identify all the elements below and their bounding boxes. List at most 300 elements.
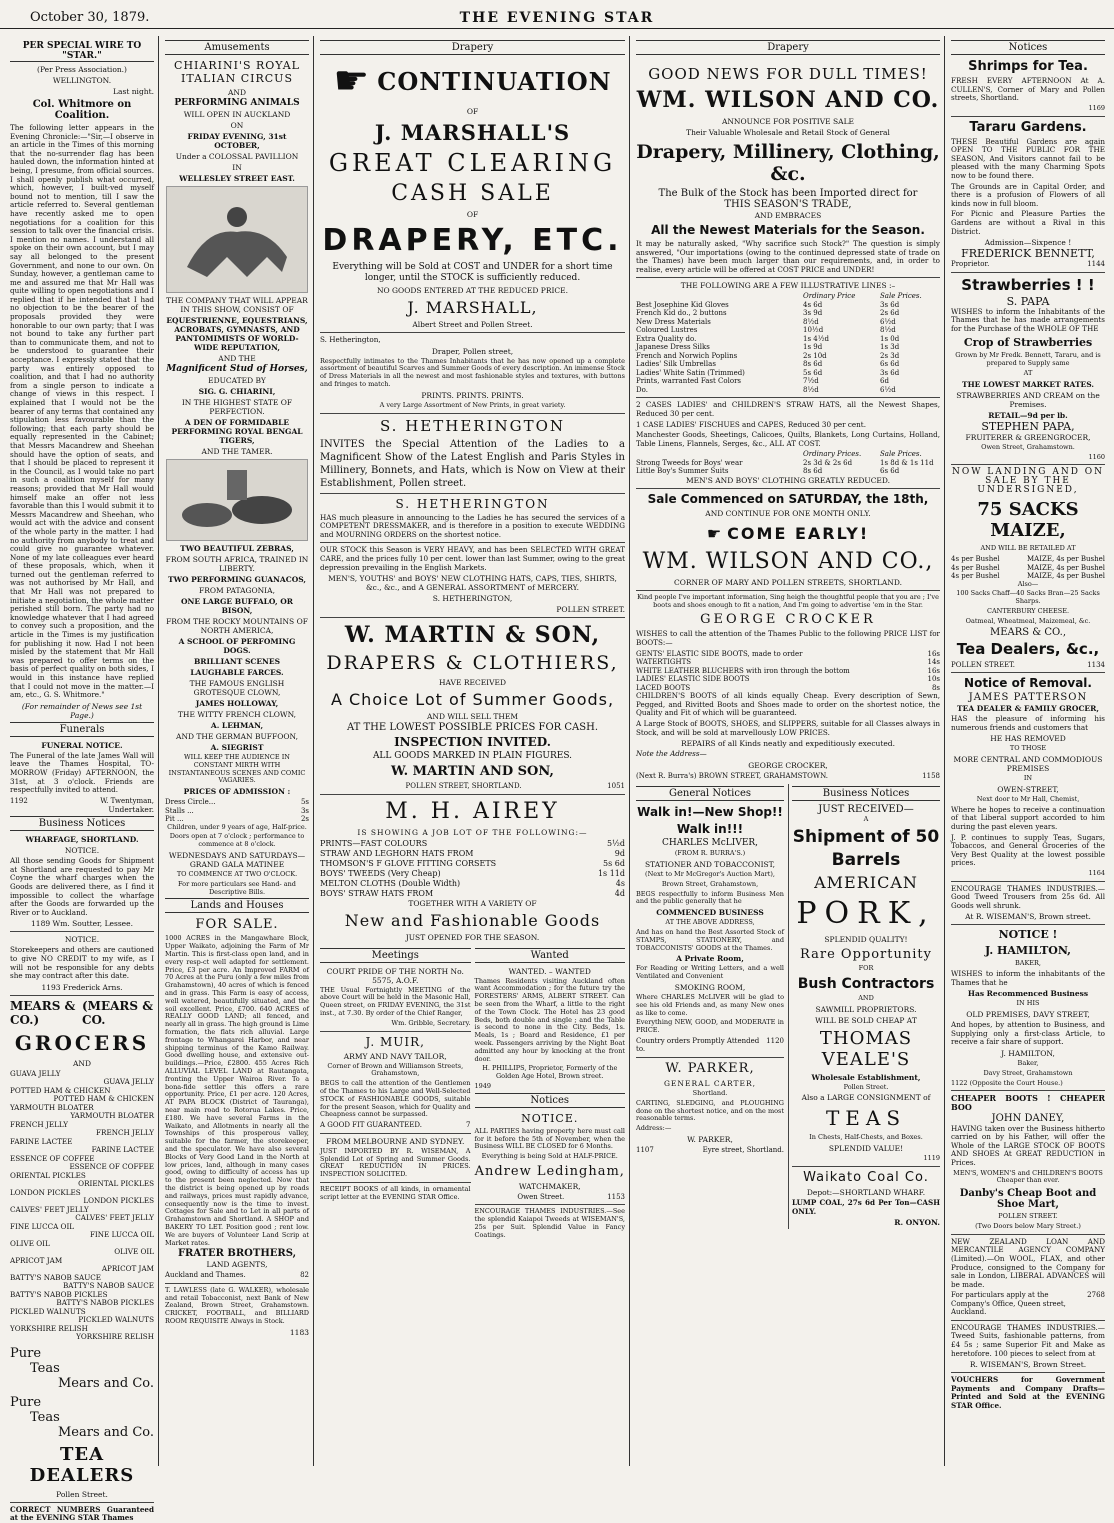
premises: MORE CENTRAL AND COMMODIOUS PREMISES: [953, 755, 1103, 774]
table-cell: 8½d: [803, 385, 819, 394]
grocer-item: YARMOUTH BLOATER: [70, 1111, 154, 1121]
grocer-item: PICKLED WALNUTS: [10, 1306, 86, 1316]
patterson: JAMES PATTERSON: [968, 692, 1088, 704]
wanted-number: 1949: [474, 1082, 492, 1090]
price-row: [636, 360, 940, 369]
boot-price: 14s: [927, 658, 940, 667]
in-his: IN HIS: [1016, 999, 1040, 1008]
airey-item: BOYS' STRAW HATS FROM: [320, 888, 434, 898]
sacks-chaff: 100 Sacks Chaff—40 Sacks Bran—25 Sacks Sharps.: [956, 589, 1100, 606]
frater-address: Auckland and Thames.: [165, 1271, 246, 1280]
airey-item: THOMSON'S F GLOVE FITTING CORSETS: [320, 858, 497, 868]
maize-list: [951, 555, 1105, 581]
storekeepers-signature: 1193 Frederick Arns.: [41, 982, 123, 992]
grocers-and: AND: [73, 1058, 91, 1068]
circus-rocky: FROM THE ROCKY MOUNTAINS OF NORTH AMERICA,: [166, 617, 308, 635]
grocer-item: APRICOT JAM: [101, 1264, 154, 1274]
nz-particulars: For particulars apply at the Company's Office, Queen street, Auckland.: [951, 1291, 1066, 1317]
cheaper-boots: CHEAPER BOOTS ! CHEAPER BOO: [951, 1093, 1105, 1113]
wire-headline: Col. Whitmore on Coalition.: [32, 99, 132, 121]
old-premises: OLD PREMISES, DAVY STREET,: [966, 1010, 1090, 1020]
funeral-title: FUNERAL NOTICE.: [41, 740, 123, 750]
table-cell: 1s 0d: [880, 334, 900, 343]
tararu-picnic: For Picnic and Pleasure Parties the Gardens are without a Rival in this District.: [951, 209, 1105, 236]
illustrative-lines: THE FOLLOWING ARE A FEW ILLUSTRATIVE LINES :–: [680, 281, 896, 291]
price-label: Pit ...: [165, 815, 184, 824]
good-news: GOOD NEWS FOR DULL TIMES!: [648, 65, 928, 83]
will-sell: AND WILL SELL THEM: [426, 712, 519, 722]
smoking-room: SMOKING ROOM,: [674, 982, 746, 992]
strawberries: Strawberries ! !: [961, 275, 1095, 294]
everything-sold: Everything will be Sold at COST and UNDER for a short time longer, until the STOCK is sufficiently reduced.: [332, 262, 613, 283]
table-cell: French and Norwich Poplins: [636, 351, 738, 360]
price-row: [636, 309, 940, 318]
grocer-item: ORIENTAL PICKLES: [10, 1170, 86, 1180]
cash-sale-of: OF: [466, 210, 479, 219]
circus-performing: PERFORMING ANIMALS: [174, 98, 300, 108]
muir-address: Corner of Brown and Williamson Streets, Grahamstown,: [327, 1061, 464, 1078]
court-title: COURT PRIDE OF THE NORTH No. 5575, A.O.F.: [326, 966, 464, 985]
baker-2: Baker,: [1017, 1059, 1039, 1068]
meetings-header: Meetings: [320, 948, 471, 963]
airey-together: TOGETHER WITH A VARIETY OF: [408, 898, 537, 908]
airey-row: [320, 879, 625, 889]
mcliver-name: CHARLES McLIVER,: [661, 838, 759, 849]
large-stock: A Large Stock of BOOTS, SHOES, and SLIPPERS, suitable for all Classes always in Stock, and will be sold at marvellously LOW PRICES.: [636, 718, 940, 737]
hetherington-title: S. HETHERINGTON: [379, 416, 566, 435]
why-sacrifice: It may be naturally asked, "Why sacrifice such Stock?" The question is simply answered, "Our importations (owing to the continued depressed state of trade on the Thames) have been much larger than our requirements, and, in order to realise, every article will be offered at COST PRICE and UNDER!: [636, 239, 940, 274]
boot-item: LADIES' ELASTIC SIDE BOOTS: [636, 675, 750, 684]
table-cell: 3s 9d: [803, 309, 823, 318]
choice-lot: A Choice Lot of Summer Goods,: [330, 690, 615, 710]
airey-price: 4s: [615, 878, 625, 888]
circus-matinee-time: TO COMMENCE AT TWO O'CLOCK.: [176, 870, 298, 879]
fresh-number: 1169: [1088, 103, 1105, 112]
storekeepers-body: Storekeepers and others are cautioned to give NO CREDIT to my wife, as I will not be responsible for any debts she may contract after this date.: [10, 945, 154, 981]
table-cell: 5s 6d: [803, 368, 823, 377]
hamilton-wishes: WISHES to inform the inhabitants of the Thames that he: [951, 969, 1105, 987]
retail-price: RETAIL—9d per lb.: [988, 410, 1068, 420]
notice-removal: Notice of Removal.: [964, 676, 1092, 691]
now-landing: NOW LANDING AND ON SALE BY THE UNDERSIGNED,: [951, 467, 1105, 496]
country-orders: Country orders Promptly Attended to.: [636, 1036, 760, 1054]
price-row: [636, 386, 940, 395]
circus-holloway: JAMES HOLLOWAY,: [195, 699, 279, 708]
grocer-item: ORIENTAL PICKLES: [78, 1179, 154, 1189]
pointing-hand-icon-2: ☛: [706, 523, 722, 543]
pointing-hand-icon: ☛: [333, 58, 370, 104]
frater-name: FRATER BROTHERS,: [177, 1248, 297, 1260]
splendid-number: 1119: [923, 1154, 940, 1163]
heth-box-1: S. Hetherington,: [320, 335, 381, 344]
new-fashionable: New and Fashionable Goods: [344, 910, 601, 930]
circus-matinee: WEDNESDAYS AND SATURDAYS— GRAND GALA MATINEE: [168, 851, 306, 870]
circus-africa: FROM SOUTH AFRICA, TRAINED IN LIBERTY.: [165, 555, 309, 573]
wharfage-body: All those sending Goods for Shipment at Shortland are requested to pay Mr Coyne the wharf charges when the Goods are delivered there, as I find it impossible to collect the wharfage after the Goods are forwarded up the River or to Auckland.: [10, 856, 154, 917]
boot-row: [636, 650, 940, 659]
tararu-grounds: The Grounds are in Capital Order, and there is a profusion of Flowers of all kinds now in full bloom.: [951, 181, 1105, 208]
tweed-row: [636, 459, 940, 468]
have-received: HAVE RECEIVED: [438, 678, 507, 688]
boot-row: [636, 675, 940, 684]
for-reading: For Reading or Writing Letters, and a well Ventilated and Convenient: [636, 964, 784, 981]
american: AMERICAN: [814, 872, 918, 892]
circus-and-german: AND THE GERMAN BUFFOON,: [176, 732, 298, 741]
parker-address: Eyre street, Shortland.: [702, 1145, 784, 1154]
price-row: [636, 343, 940, 352]
circus-acts: EQUESTRIENNE, EQUESTRIANS, ACROBATS, GYMNASTS, AND PANTOMIMISTS OF WORLD-WIDE REPUTATION,: [166, 316, 308, 352]
general-notices-block: [636, 784, 784, 1229]
wanted-title: WANTED. – WANTED: [508, 966, 591, 976]
funeral-signature-role: Undertaker.: [108, 805, 154, 815]
encourage-trousers: ENCOURAGE THAMES INDUSTRIES.—Good Tweed Trousers from 25s 6d. All Goods well shrunk.: [951, 883, 1105, 910]
muir-body: BEGS to call the attention of the Gentlemen of the Thames to his Large and Well-Selected STOCK of FASHIONABLE GOODS, suitable for the present Season, which for Quality and Cheapness cannot be surpassed.: [320, 1079, 471, 1119]
newest-materials: All the Newest Materials for the Season.: [651, 223, 925, 237]
table-cell: Extra Quality do.: [636, 334, 697, 343]
circus-highest: IN THE HIGHEST STATE OF PERFECTION.: [181, 398, 293, 416]
just-received: JUST RECEIVED—: [818, 804, 914, 816]
airey-price: 5½d: [607, 838, 625, 848]
lawless-number: 1183: [289, 1327, 309, 1337]
table-cell: 1s 4½d: [803, 334, 829, 343]
table-cell: 8s 6d: [803, 360, 823, 369]
grocer-list: [10, 1070, 154, 1342]
maize-row: [951, 555, 1105, 564]
drapers-clothiers: DRAPERS & CLOTHIERS,: [326, 652, 619, 675]
davy-number: 1122 (Opposite the Court House.): [951, 1078, 1063, 1087]
come-early-row: [636, 524, 940, 543]
wilson-valuable: Their Valuable Wholesale and Retail Stock of General: [686, 128, 890, 137]
marshall-title: J. MARSHALL'S: [374, 120, 571, 145]
great-clearing: GREAT CLEARING: [328, 149, 617, 177]
price-row: [636, 377, 940, 386]
circus-open: WILL OPEN IN AUCKLAND: [183, 110, 291, 119]
circus-zebras: TWO BEAUTIFUL ZEBRAS,: [180, 544, 294, 553]
funeral-number: 1192: [10, 796, 28, 805]
circus-street: WELLESLEY STREET EAST.: [179, 174, 295, 183]
everything-new: Everything NEW, GOOD, and MODERATE in PRICE.: [636, 1018, 784, 1035]
airey-row: [320, 839, 625, 849]
grocer-item: FINE LUCCA OIL: [10, 1221, 75, 1231]
owen-number-c3: 1153: [607, 1192, 625, 1201]
table-cell: 1s 9d: [803, 343, 823, 352]
wire-title: PER SPECIAL WIRE TO "STAR.": [10, 41, 154, 62]
price-label: Stalls ...: [165, 806, 194, 815]
price-row: [636, 369, 940, 378]
business-notices-header-2: Business Notices: [792, 786, 940, 801]
circus-den: A DEN OF FORMIDABLE PERFORMING ROYAL BENGAL TIGERS,: [171, 418, 303, 445]
lowest-prices: AT THE LOWEST POSSIBLE PRICES FOR CASH.: [346, 722, 599, 734]
manchester-goods: Manchester Goods, Sheetings, Calicoes, Quilts, Blankets, Long Curtains, Holland, Table Linens, Flannels, Serges, &c., ALL AT COST.: [636, 430, 940, 448]
circus-sig: SIG. G. CHIARINI,: [198, 387, 276, 396]
airey-item: STRAW AND LEGHORN HATS FROM: [320, 848, 474, 858]
no-goods: NO GOODS ENTERED AT THE REDUCED PRICE.: [376, 286, 569, 295]
pork: PORK,: [796, 895, 936, 931]
hamilton-2: J. HAMILTON,: [1001, 1049, 1055, 1059]
sale-commenced: Sale Commenced on SATURDAY, the 18th,: [647, 491, 929, 506]
table-cell: French Kid do., 2 buttons: [636, 309, 727, 318]
grocer-item: BATTY'S NABOB PICKLES: [56, 1298, 154, 1308]
price-row: [636, 301, 940, 310]
circus-and-the: AND THE: [218, 354, 256, 363]
wilson-title-2: WM. WILSON AND CO.,: [642, 548, 934, 574]
continue-month: AND CONTINUE FOR ONE MONTH ONLY.: [705, 508, 871, 518]
owen-st: OWEN-STREET,: [997, 784, 1059, 794]
column-1: [6, 36, 159, 1523]
table-cell: 6s 6d: [880, 467, 900, 476]
wilson-announce: ANNOUNCE FOR POSITIVE SALE: [721, 117, 855, 126]
parker-number: 1107: [636, 1145, 654, 1154]
table-cell: New Dress Materials: [636, 317, 711, 326]
wanted-body: Thames Residents visiting Auckland often want Accommodation ; for the future try the FORESTERS' ARMS, ALBERT STREET. Can be seen from the Wharf, a little to the right of the Town Clock. The Hotel has 23 good Beds, both double and single ; and the Table is second to none in the City. Beds, 1s. Meals, 1s ; Board and Residence, £1 per week. Passengers arriving by the Night Boat admitted any hour by knocking at the front door.: [474, 976, 625, 1063]
shrimps: Shrimps for Tea.: [968, 59, 1088, 74]
just-received-a: A: [863, 815, 869, 824]
grocer-item: FRENCH JELLY: [10, 1119, 68, 1129]
wire-note: (For remainder of News see 1st Page.): [21, 701, 143, 720]
grocer-item: FARINE LACTEE: [10, 1136, 73, 1146]
notices-header-col3: Notices: [475, 1093, 626, 1108]
admission: Admission—Sixpence !: [984, 238, 1072, 248]
wanted-block: [475, 946, 626, 1242]
splendid-value: SPLENDID VALUE!: [828, 1144, 904, 1154]
crocker-verse: Kind people I've important information, Sing heigh the thoughtful people that you are ; I've boots and shoes enough to fit a nation, And I'm going to advertise 'em in the Star.: [637, 592, 939, 609]
receipt-books: RECEIPT BOOKS of all kinds, in ornamental script letter at the EVENING STAR Office.: [320, 1184, 471, 1201]
season-trade: THIS SEASON'S TRADE,: [724, 199, 852, 210]
will-sold: WILL BE SOLD CHEAP AT: [815, 1015, 917, 1025]
crocker-address: (Next R. Burra's) BROWN STREET, GRAHAMSTOWN.: [636, 771, 828, 780]
bulk-stock: The Bulk of the Stock has been Imported direct for: [658, 188, 918, 199]
jp-continues: J. P. continues to supply Teas, Sugars, Tobaccos, and General Groceries of the Very Best Quality at the lowest possible prices.: [951, 832, 1105, 868]
jp-number: 1164: [1088, 868, 1105, 877]
grocer-item: FINE LUCCA OIL: [89, 1230, 154, 1240]
muir-army: ARMY AND NAVY TAILOR,: [343, 1051, 447, 1061]
grocer-item: OLIVE OIL: [114, 1247, 154, 1257]
fit-number: 7: [466, 1121, 471, 1130]
baker: BAKER,: [1014, 959, 1042, 968]
strawberries-cream: STRAWBERRIES AND CREAM on the Premises.: [956, 390, 1100, 409]
tweeds-table: [636, 450, 940, 476]
price-value: 5s: [300, 798, 309, 807]
table-cell: Best Josephine Kid Gloves: [636, 300, 729, 309]
mears-number: 1134: [1087, 660, 1105, 669]
table-cell: Japanese Dress Silks: [636, 343, 710, 352]
drapery-header-2: Drapery: [636, 40, 940, 55]
proprietor: Proprietor.: [951, 260, 990, 269]
hopes: And hopes, by attention to Business, and Supplying only a first-class Article, to receive a fair share of support.: [951, 1020, 1105, 1047]
circus-patagonia: FROM PATAGONIA,: [199, 586, 275, 595]
grocer-item: FARINE LACTEE: [91, 1145, 154, 1155]
airey-price: 9d: [614, 848, 625, 858]
straw-hats: 2 CASES LADIES' and CHILDREN'S STRAW HATS, all the Newest Shapes, Reduced 30 per cent.: [636, 400, 940, 418]
maize-row: [951, 564, 1105, 573]
bennett-number: 1144: [1087, 260, 1105, 269]
heth-box-3: Respectfully intimates to the Thames Inhabitants that he has now opened up a complete assortment of beautiful Scarves and Summer Goods of every description. An immense Stock of Dress Materials in all the newest and most fashionable styles and textures, with buttons and fringes to match.: [320, 356, 625, 388]
airey-showing: IS SHOWING A JOB LOT OF THE FOLLOWING:—: [357, 827, 588, 837]
fresh: FRESH EVERY AFTERNOON At A. CULLEN'S, Corner of Mary and Pollen streets, Shortland.: [951, 76, 1105, 103]
column-3: [316, 36, 630, 1466]
barrels: Barrels: [831, 849, 901, 870]
repairs: REPAIRS of all Kinds neatly and expeditiously executed.: [681, 739, 895, 749]
heth-box-2: Draper, Pollen street,: [431, 346, 514, 356]
airey-price: 4d: [614, 888, 625, 898]
nz-number: 2768: [1087, 1291, 1105, 1300]
notice-title-2: NOTICE.: [64, 935, 100, 945]
canterbury-cheese: CANTERBURY CHEESE.: [986, 607, 1070, 616]
grocer-item: APRICOT JAM: [10, 1255, 63, 1265]
table-cell: 10½d: [803, 326, 824, 335]
price-row: [165, 807, 309, 816]
amusements-header: Amusements: [165, 40, 309, 55]
table-cell: 2s 3d & 2s 6d: [803, 458, 853, 467]
price-row: [636, 352, 940, 361]
papa-number: 1160: [1088, 452, 1105, 461]
tea-dealers-title: TEA DEALERS: [29, 1443, 135, 1486]
s-papa: S. PAPA: [1006, 294, 1050, 308]
price-table: [636, 292, 940, 394]
danby-mart: Danby's Cheap Boot and Shoe Mart,: [959, 1188, 1097, 1211]
ledingham-name: Andrew Ledingham,: [474, 1163, 625, 1179]
table-cell: 3s 6d: [880, 300, 900, 309]
table-cell: Strong Tweeds for Boys' wear: [636, 458, 743, 467]
prints-line: PRINTS. PRINTS. PRINTS.: [421, 390, 524, 400]
business-notices-header: Business Notices: [10, 816, 154, 831]
teas-label-1: Teas: [30, 1360, 60, 1376]
in-label: IN: [1023, 774, 1033, 783]
marked-plain: ALL GOODS MARKED IN PLAIN FIGURES.: [372, 751, 573, 762]
wiseman-import: JUST IMPORTED BY R. WISEMAN, A Splendid Lot of Spring and Summer Goods. GREAT REDUCTION IN PRICES. INSPECTION SOLICITED.: [320, 1146, 471, 1179]
begs: BEGS respectfully to inform Business Men and the public generally that he: [636, 889, 784, 906]
table-header-cell: [636, 450, 786, 459]
wanted-signature: H. PHILLIPS, Proprietor, Formerly of the Golden Age Hotel, Brown street.: [482, 1064, 618, 1081]
table-header-cell: Sale Prices.: [880, 292, 922, 301]
martin-title-2: W. MARTIN AND SON,: [391, 764, 554, 780]
airey-list: [320, 839, 625, 899]
masthead: [0, 0, 1114, 29]
boot-price: 8s: [931, 683, 940, 692]
wiseman-2: R. WISEMAN'S, Brown Street.: [969, 1360, 1087, 1370]
grocer-item: YORKSHIRE RELISH: [10, 1323, 88, 1333]
maize-price: MAIZE, 4s per Bushel: [1026, 572, 1105, 581]
shipment: Shipment of 50: [792, 826, 940, 847]
carting: CARTING, SLEDGING, and PLOUGHING done on the shortest notice, and on the most reasonable terms.: [636, 1098, 784, 1123]
stephen-papa: STEPHEN PAPA,: [981, 419, 1075, 433]
boot-price: 10s: [927, 675, 940, 684]
tararu-body: THESE Beautiful Gardens are again OPEN TO THE PUBLIC FOR THE SEASON, And Visitors cannot fail to be pleased with the many Charming Spots now to be found there.: [951, 136, 1105, 180]
chests: In Chests, Half-Chests, and Boxes.: [809, 1133, 923, 1142]
mears-co-c5: MEARS & CO.,: [989, 626, 1067, 638]
circus-doors: Doors open at 7 o'clock ; performance to commence at 8 o'clock.: [169, 832, 305, 849]
notice-hamilton: NOTICE !: [998, 928, 1058, 942]
invites-body: INVITES the Special Attention of the Ladies to a Magnificent Show of the Latest English and Paris Styles in Millinery, Bonnets, and Hats, which is Now on View at their Establishment, Pollen street.: [320, 438, 625, 489]
parker-name-2: W. PARKER,: [687, 1134, 733, 1144]
table-cell: 8s 6d: [803, 467, 823, 476]
sawmill: SAWMILL PROPRIETORS.: [815, 1004, 917, 1014]
airey-row: [320, 869, 625, 879]
grocer-item: BATTY'S NABOB SAUCE: [10, 1272, 102, 1282]
table-cell: Ladies' Silk Umbrellas: [636, 360, 716, 369]
circus-horse-illustration: [166, 186, 308, 293]
bushel-price: 4s per Bushel: [951, 555, 1000, 564]
parker-address-label: Address:—: [636, 1124, 672, 1133]
wilson-corner: CORNER OF MARY AND POLLEN STREETS, SHORTLAND.: [674, 577, 902, 587]
circus-siegrist: A. SIEGRIST: [210, 743, 264, 752]
next-to: (Next to Mr McGregor's Auction Mart),: [645, 869, 775, 878]
next-door: Next door to Mr Hall, Chemist,: [976, 794, 1080, 803]
wire-body: The following letter appears in the Evening Chronicle:—"Sir,—I observe in an article in the Times of this morning that the no-surrender flag has been hauled down, the information hinted at being, I presume, from official sources. I shall openly publish what occurred, which, however, I built-ved myself bound not to mention, till I saw the article referred to. Several gentleman have recently asked me to open negotiations for a coalition for this session to talk over the financial crisis. I mention no names. I understand all spoke on their own account, but I may say all belonged to the present Government, and none to our own. On Sunday, however, a gentleman came to me and assured me that Mr Hall was quite willing to open negotiations and I replied that if he intended that I had no objection to be the bearer of the proposals provided they were honorable to our own party; that I was not bound to take any further part than to communicate them, and not to be understood to guarantee their acceptance. I expressly stated that the party was entirely opposed to coalition, and that I had no authority from a single person to indicate a change of views in this respect. I explained that I would not be the bearer of any terms that contained any stipulation less favourable than the following; that each party should be equally represented in the Cabinet; that Messrs Macandrew and Sheehan should have the option of seats, and that I should be placed to represent it in the Council, as I would take no part in such a coalition myself for many reasons; provided that Mr Hall would himself make an offer not less favorable than this I would submit it to Messrs Macandrew and Sheehan, who would act with the advice and consent of the whole party in the matter. I had no authority from anybody to treat and could give no guarantee whatever. None of my late colleagues ever heard of these proposals, which, when it turned out the gentleman referred to was not authorised by Mr Hall, and that Mr Hall was not prepared to initiate a negotiation, the whole matter perished still born. The party had no knowledge whatever that I had agreed to convey such a proposition, and the article in the Times is my justification for publishing it now. Had I not been misled by the statement that Mr Hall was prepared to offer terms on the basis of perfect quality on both sides, I would in this instance have replied that I could not move in the matter.—I am, etc., G. S. Whitmore.": [10, 123, 154, 700]
where-support: Where he hopes to receive a continuation of that Liberal support accorded to him during the past eleven years.: [951, 804, 1105, 831]
pure-label-2: Pure: [10, 1394, 42, 1410]
brown-street: Brown Street, Grahamstown,: [661, 879, 759, 888]
prints-sub: A very Large Assortment of New Prints, in great variety.: [379, 400, 566, 409]
table-cell: 1s 3d: [880, 343, 900, 352]
circus-title: CHIARINI'S ROYAL ITALIAN CIRCUS: [174, 59, 300, 85]
boot-item: WATERTIGHTS: [636, 658, 692, 667]
crocker-title: GEORGE CROCKER: [700, 612, 876, 628]
boots-list: [636, 650, 940, 693]
price-row: [636, 326, 940, 335]
grocers-title: GROCERS: [14, 1030, 150, 1055]
price-label: Dress Circle...: [165, 798, 216, 807]
table-cell: 8½d: [803, 317, 819, 326]
hetherington-title-2: S. HETHERINGTON: [395, 496, 550, 511]
walk-in: Walk in!—New Shop!!: [637, 805, 783, 820]
private-room: A Private Room,: [676, 954, 744, 964]
circus-date: FRIDAY EVENING, 31st OCTOBER,: [187, 132, 287, 150]
also-consignment: Also a LARGE CONSIGNMENT of: [801, 1093, 931, 1103]
fit-guaranteed: A GOOD FIT GUARANTEED.: [320, 1121, 422, 1130]
table-header-cell: [636, 292, 786, 301]
has-pleasure: HAS the pleasure of informing his numerous friends and customers that: [951, 714, 1105, 732]
airey-row: [320, 849, 625, 859]
has-much-body: HAS much pleasure in announcing to the Ladies he has secured the services of a COMPETENT DRESSMAKER, and is therefore in a position to execute WEDDING and MOURNING ORDERS on the shortest notice.: [320, 512, 625, 539]
grocer-item: BATTY'S NABOB SAUCE: [62, 1281, 154, 1291]
business-notices-block: [788, 784, 940, 1229]
wire-assoc: (Per Press Association.): [37, 65, 127, 74]
meetings-wanted-row: [320, 946, 625, 1242]
table-cell: 2s 6d: [880, 309, 900, 318]
continuation-of: OF: [466, 107, 479, 116]
table-cell: Prints, warranted Fast Colors: [636, 377, 742, 386]
crop-strawberries: Crop of Strawberries: [963, 336, 1093, 350]
funerals-header: Funerals: [10, 722, 154, 737]
circus-witty: THE WITTY FRENCH CLOWN,: [177, 710, 297, 719]
circus-dogs: A SCHOOL OF PERFOMING DOGS.: [178, 637, 296, 655]
parker-name: W. PARKER,: [665, 1060, 755, 1076]
bushel-price: 4s per Bushel: [951, 563, 1000, 572]
cash-sale: CASH SALE: [391, 181, 554, 206]
prices-list: [165, 798, 309, 824]
country-number: 1120: [766, 1036, 784, 1045]
continuation-row: [320, 58, 625, 104]
our-stock-body: OUR STOCK this Season is VERY HEAVY, and has been SELECTED WITH GREAT CARE, and the prices fully 10 per cent. lower than last Summer, owing to the great depression prevailing in the English Markets.: [320, 545, 625, 572]
davy-street: Davy Street, Grahamstown: [983, 1068, 1073, 1077]
lump-coal: LUMP COAL, 27s 6d Per Ton—CASH ONLY.: [792, 1197, 940, 1216]
column-2: [161, 36, 314, 1466]
airey-price: 1s 11d: [597, 868, 625, 878]
table-header: [636, 292, 940, 301]
boot-price: 16s: [927, 666, 940, 675]
circus-keep: WILL KEEP THE AUDIENCE IN CONSTANT MIRTH WITH INSTANTANEOUS SCENES AND COMIC VAGARIES.: [168, 753, 306, 785]
come-early: COME EARLY!: [727, 523, 870, 543]
table-cell: Coloured Lustres: [636, 326, 698, 335]
general-business-row: [636, 784, 940, 1229]
martin-address: POLLEN STREET, SHORTLAND.: [405, 782, 522, 791]
sale-body: 1000 ACRES in the Mangawhare Block, Upper Waikato, adjoining the Farm of Mr Martin. This is first-class open land, and in every resp-ct well adapted for settlement. Price, £3 per acre. An Improved FARM of 70 Acres at the Puru (only a few miles from Grahamstown), 40 acres of which is fenced and in grass. This Farm is easy of access, well watered, beautifully situated, and the soil excellent. Price, £700. 640 ACRES of REALLY GOOD LAND; all fenced, and nearly all in grass. The high ground is Lime formation, the flats rich alluvial. Large frontage to Whangarei Harbor, and near shipping terminus of the Kamo Railway. Good dwelling house, and extensive out-buildings.—Price, £2800. 455 Acres Rich ALLUVIAL LEVEL LAND at Rautangata, fronting the Upper Wairoa River. To a bona-fide settler this offers a rare opportunity. Price, £1 per acre. 120 Acres, AT PAPA BLOCK (District of Tauranga), near main road to Rotorua Lakes. Price, £180. We have several Farms in the Waikato, and Allotments in nearly all the Townships of this prosperous valley, suitable for the farmer, the storekeeper, and the speculator. We have also several Blocks of Very Good Land in the North at low prices, land, although in many cases good, owing to difficulty of access has up to the present been neglected. Now that the district is being opened up by roads and railways, prices must rapidly advance, consequently now is the time to invest. Cottages for Sale and to Let in all parts of Grahamstown and Shortland. A SHOP and BAKERY TO LET. Position good ; rent low. We are buyers of Volunteer Land Scrip at Market rates.: [165, 934, 309, 1247]
pollen-street: Pollen Street.: [56, 1489, 108, 1499]
circus-buffalo: ONE LARGE BUFFALO, OR BISON,: [180, 597, 294, 615]
grocer-item: YARMOUTH BLOATER: [10, 1102, 94, 1112]
price-value: 2s: [300, 815, 309, 824]
